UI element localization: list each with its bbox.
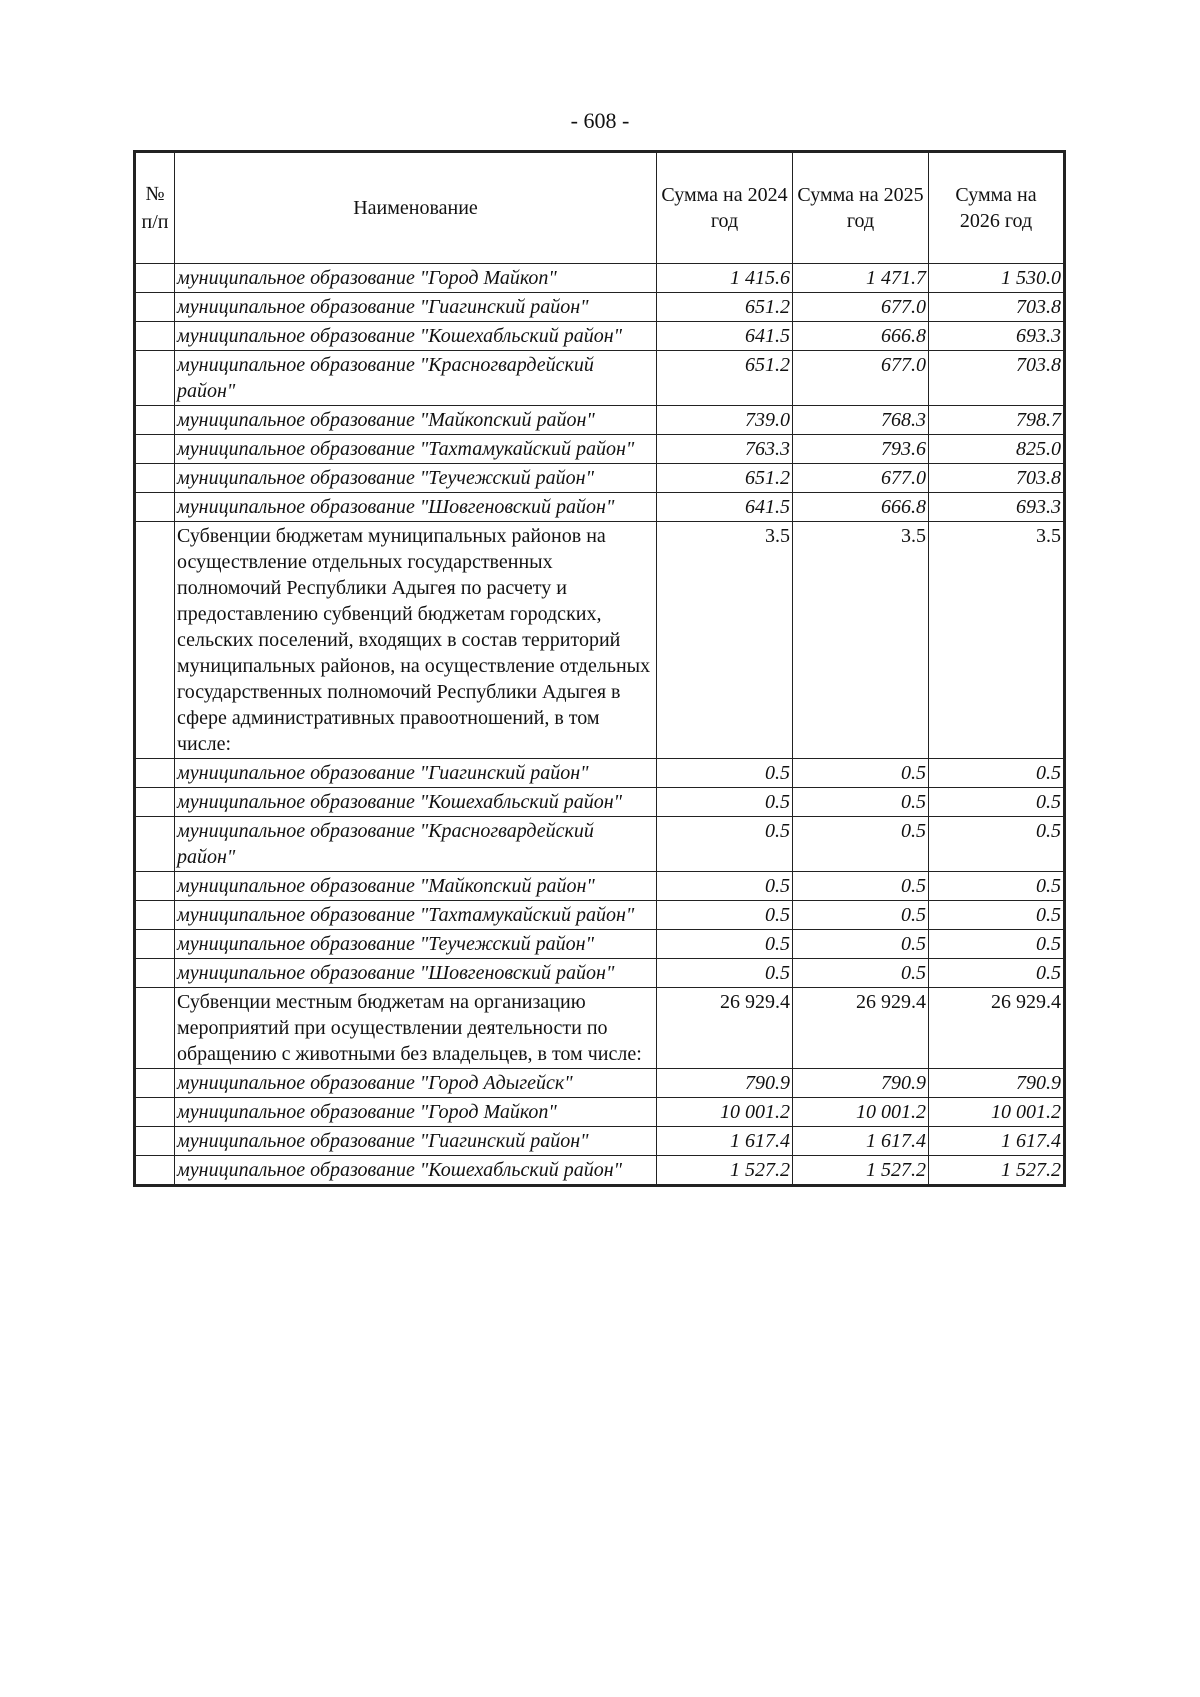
row-num-cell	[135, 293, 175, 322]
row-value-2024: 651.2	[657, 351, 793, 406]
row-name-cell: муниципальное образование "Гиагинский район"	[175, 293, 657, 322]
row-value-2026: 3.5	[929, 522, 1065, 759]
row-value-2025: 1 527.2	[793, 1156, 929, 1186]
row-value-2024: 0.5	[657, 759, 793, 788]
table-row	[135, 930, 1065, 959]
row-num-cell	[135, 930, 175, 959]
row-value-2026: 703.8	[929, 293, 1065, 322]
row-value-2026: 1 530.0	[929, 264, 1065, 293]
row-value-2026: 703.8	[929, 351, 1065, 406]
table-row	[135, 759, 1065, 788]
row-value-2026: 1 617.4	[929, 1127, 1065, 1156]
table-row	[135, 901, 1065, 930]
row-value-2025: 677.0	[793, 293, 929, 322]
header-2026: Сумма на 2026 год	[929, 152, 1065, 264]
row-num-cell	[135, 435, 175, 464]
row-value-2026: 0.5	[929, 788, 1065, 817]
row-num-cell	[135, 1156, 175, 1186]
row-value-2024: 1 415.6	[657, 264, 793, 293]
row-value-2025: 666.8	[793, 493, 929, 522]
row-value-2025: 1 471.7	[793, 264, 929, 293]
table-row	[135, 788, 1065, 817]
row-value-2024: 0.5	[657, 901, 793, 930]
row-value-2025: 790.9	[793, 1069, 929, 1098]
row-value-2025: 768.3	[793, 406, 929, 435]
table-row	[135, 1127, 1065, 1156]
row-num-cell	[135, 493, 175, 522]
table-row	[135, 293, 1065, 322]
table-row	[135, 493, 1065, 522]
row-num-cell	[135, 351, 175, 406]
table-row	[135, 959, 1065, 988]
row-value-2026: 693.3	[929, 493, 1065, 522]
row-num-cell	[135, 264, 175, 293]
row-name-cell: муниципальное образование "Город Майкоп"	[175, 1098, 657, 1127]
header-2025: Сумма на 2025 год	[793, 152, 929, 264]
row-num-cell	[135, 959, 175, 988]
table-row	[135, 522, 1065, 759]
row-name-cell: муниципальное образование "Теучежский район"	[175, 464, 657, 493]
table-row	[135, 351, 1065, 406]
row-value-2025: 666.8	[793, 322, 929, 351]
table-header-row	[135, 152, 1065, 264]
header-2024: Сумма на 2024 год	[657, 152, 793, 264]
row-value-2025: 0.5	[793, 788, 929, 817]
row-value-2026: 825.0	[929, 435, 1065, 464]
row-value-2026: 10 001.2	[929, 1098, 1065, 1127]
header-num: № п/п	[135, 152, 175, 264]
table-row	[135, 264, 1065, 293]
table-row	[135, 1069, 1065, 1098]
table-row	[135, 1156, 1065, 1186]
row-name-cell: муниципальное образование "Шовгеновский район"	[175, 493, 657, 522]
page-number: - 608 -	[570, 108, 630, 133]
row-name-cell: муниципальное образование "Кошехабльский район"	[175, 1156, 657, 1186]
row-name-cell: муниципальное образование "Майкопский район"	[175, 872, 657, 901]
row-value-2024: 790.9	[657, 1069, 793, 1098]
row-name-cell: муниципальное образование "Кошехабльский район"	[175, 788, 657, 817]
row-value-2024: 10 001.2	[657, 1098, 793, 1127]
row-num-cell	[135, 817, 175, 872]
row-value-2025: 10 001.2	[793, 1098, 929, 1127]
row-value-2025: 793.6	[793, 435, 929, 464]
row-value-2025: 1 617.4	[793, 1127, 929, 1156]
table-row	[135, 872, 1065, 901]
row-value-2026: 0.5	[929, 759, 1065, 788]
table-row	[135, 988, 1065, 1069]
row-name-cell: Субвенции бюджетам муниципальных районов на осуществление отдельных государственных полномочий Республики Адыгея по расчету и предоставлению субвенций бюджетам городских, сельских поселений, входящих в состав территорий муниципальных районов, на осуществление отдельных государственных полномочий Республики Адыгея в сфере административных правоотношений, в том числе:	[175, 522, 657, 759]
row-num-cell	[135, 1098, 175, 1127]
row-name-cell: муниципальное образование "Красногвардейский район"	[175, 817, 657, 872]
row-value-2024: 641.5	[657, 493, 793, 522]
row-name-cell: муниципальное образование "Майкопский район"	[175, 406, 657, 435]
row-value-2024: 0.5	[657, 930, 793, 959]
row-name-cell: муниципальное образование "Город Адыгейск"	[175, 1069, 657, 1098]
row-value-2026: 703.8	[929, 464, 1065, 493]
row-name-cell: муниципальное образование "Гиагинский район"	[175, 1127, 657, 1156]
row-value-2025: 0.5	[793, 901, 929, 930]
row-name-cell: муниципальное образование "Шовгеновский район"	[175, 959, 657, 988]
row-value-2024: 641.5	[657, 322, 793, 351]
row-value-2024: 0.5	[657, 788, 793, 817]
row-num-cell	[135, 1069, 175, 1098]
row-value-2024: 651.2	[657, 464, 793, 493]
row-name-cell: муниципальное образование "Тахтамукайский район"	[175, 901, 657, 930]
row-num-cell	[135, 464, 175, 493]
row-value-2024: 1 527.2	[657, 1156, 793, 1186]
row-value-2024: 3.5	[657, 522, 793, 759]
row-value-2026: 0.5	[929, 817, 1065, 872]
row-value-2026: 693.3	[929, 322, 1065, 351]
row-name-cell: муниципальное образование "Кошехабльский район"	[175, 322, 657, 351]
row-num-cell	[135, 522, 175, 759]
row-value-2024: 0.5	[657, 959, 793, 988]
row-value-2025: 26 929.4	[793, 988, 929, 1069]
row-value-2024: 739.0	[657, 406, 793, 435]
row-value-2026: 0.5	[929, 872, 1065, 901]
row-value-2026: 26 929.4	[929, 988, 1065, 1069]
row-value-2024: 26 929.4	[657, 988, 793, 1069]
row-num-cell	[135, 872, 175, 901]
row-num-cell	[135, 1127, 175, 1156]
row-num-cell	[135, 988, 175, 1069]
row-num-cell	[135, 901, 175, 930]
row-value-2025: 0.5	[793, 959, 929, 988]
row-value-2025: 677.0	[793, 351, 929, 406]
row-value-2024: 1 617.4	[657, 1127, 793, 1156]
row-value-2025: 3.5	[793, 522, 929, 759]
row-value-2025: 0.5	[793, 872, 929, 901]
row-value-2024: 763.3	[657, 435, 793, 464]
row-value-2026: 1 527.2	[929, 1156, 1065, 1186]
row-value-2026: 0.5	[929, 901, 1065, 930]
budget-table	[133, 150, 1066, 1187]
row-value-2024: 0.5	[657, 817, 793, 872]
row-value-2026: 798.7	[929, 406, 1065, 435]
row-name-cell: Субвенции местным бюджетам на организацию мероприятий при осуществлении деятельности по обращению с животными без владельцев, в том числе:	[175, 988, 657, 1069]
header-name: Наименование	[175, 152, 657, 264]
row-name-cell: муниципальное образование "Город Майкоп"	[175, 264, 657, 293]
table-row	[135, 464, 1065, 493]
row-num-cell	[135, 788, 175, 817]
row-value-2025: 0.5	[793, 930, 929, 959]
row-value-2025: 0.5	[793, 817, 929, 872]
row-name-cell: муниципальное образование "Гиагинский район"	[175, 759, 657, 788]
table-row	[135, 817, 1065, 872]
row-num-cell	[135, 406, 175, 435]
row-value-2025: 677.0	[793, 464, 929, 493]
row-value-2025: 0.5	[793, 759, 929, 788]
row-name-cell: муниципальное образование "Теучежский район"	[175, 930, 657, 959]
table-row	[135, 435, 1065, 464]
table-row	[135, 322, 1065, 351]
table-row	[135, 1098, 1065, 1127]
row-num-cell	[135, 322, 175, 351]
row-value-2024: 651.2	[657, 293, 793, 322]
row-value-2024: 0.5	[657, 872, 793, 901]
table-row	[135, 406, 1065, 435]
row-name-cell: муниципальное образование "Красногвардейский район"	[175, 351, 657, 406]
row-num-cell	[135, 759, 175, 788]
table-body	[135, 264, 1065, 1186]
row-name-cell: муниципальное образование "Тахтамукайский район"	[175, 435, 657, 464]
row-value-2026: 790.9	[929, 1069, 1065, 1098]
row-value-2026: 0.5	[929, 930, 1065, 959]
row-value-2026: 0.5	[929, 959, 1065, 988]
